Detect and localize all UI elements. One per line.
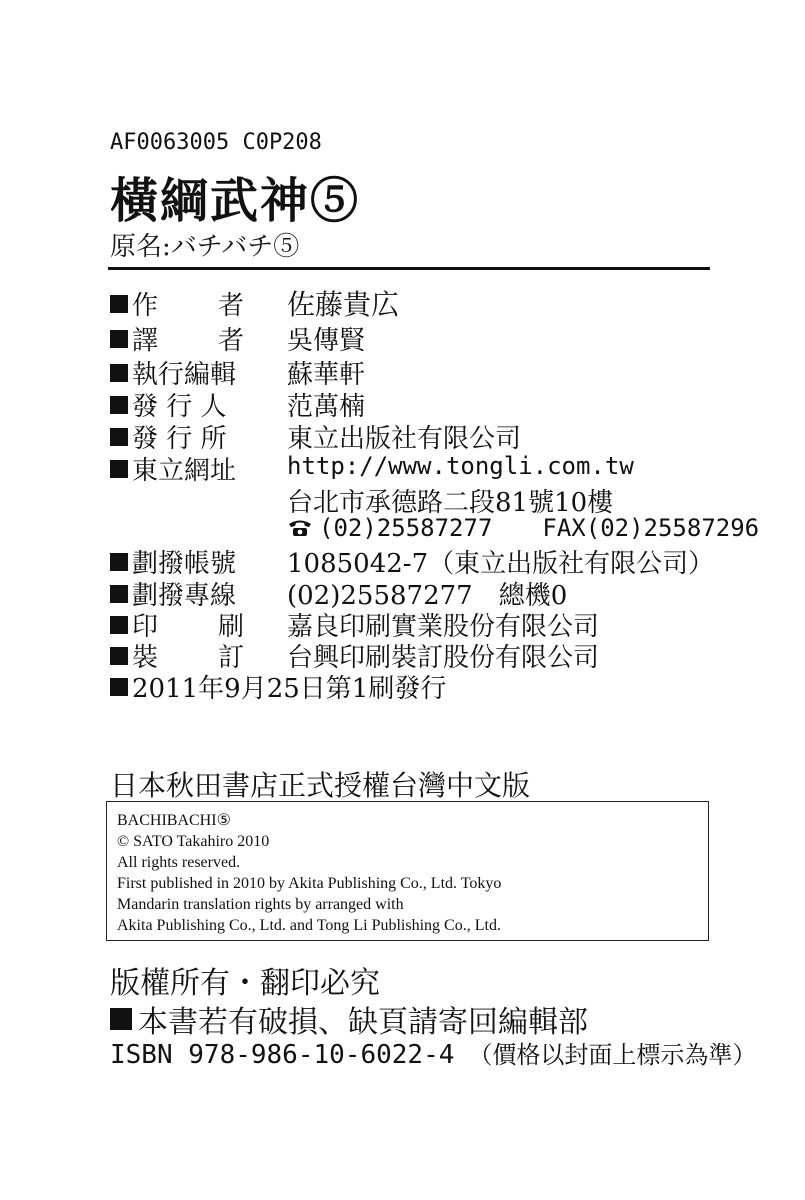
label-text: 作 者 bbox=[132, 291, 244, 321]
label-text: 執行編輯 bbox=[132, 360, 237, 390]
bullet-square-icon bbox=[110, 1008, 132, 1030]
fax-number: FAX(02)25587296 bbox=[542, 514, 760, 542]
credit-label-translator bbox=[110, 320, 244, 357]
contact-line bbox=[287, 514, 759, 542]
bullet-square-icon bbox=[110, 460, 128, 478]
credit-value-translator: 吳傳賢 bbox=[287, 326, 366, 356]
bullet-square-icon bbox=[110, 364, 128, 382]
bullet-square-icon bbox=[110, 428, 128, 446]
label-text: 裝 訂 bbox=[132, 643, 244, 673]
credit-value-printing: 嘉良印刷實業股份有限公司 bbox=[287, 612, 600, 642]
copyright-line: First published in 2010 by Akita Publishing Co., Ltd. Tokyo bbox=[117, 875, 502, 892]
credit-label-author bbox=[110, 285, 244, 322]
credit-label-website bbox=[110, 450, 236, 487]
isbn-line bbox=[110, 1035, 756, 1070]
phone-icon bbox=[287, 516, 313, 534]
original-title: 原名:バチバチ⑤ bbox=[110, 232, 300, 262]
bullet-square-icon bbox=[110, 553, 128, 571]
credit-value-account: 1085042-7（東立出版社有限公司） bbox=[287, 549, 715, 579]
credit-value-editor: 蘇華軒 bbox=[287, 360, 366, 390]
bullet-square-icon bbox=[110, 585, 128, 603]
copyright-line: BACHIBACHI⑤ bbox=[117, 812, 231, 829]
rights-reserved: 版權所有・翻印必究 bbox=[110, 966, 380, 1001]
notice-text: 本書若有破損、缺頁請寄回編輯部 bbox=[138, 1005, 588, 1040]
first-print-date: 2011年9月25日第1刷發行 bbox=[132, 674, 447, 704]
bullet-square-icon bbox=[110, 295, 128, 313]
bullet-square-icon bbox=[110, 647, 128, 665]
catalog-code: AF0063005 C0P208 bbox=[110, 130, 322, 155]
label-text: 劃撥專線 bbox=[132, 581, 237, 611]
label-text: 發 行 人 bbox=[132, 392, 227, 422]
credit-value-author: 佐藤貴広 bbox=[287, 288, 400, 321]
label-text: 印 刷 bbox=[132, 612, 244, 642]
bullet-square-icon bbox=[110, 330, 128, 348]
copyright-line: Mandarin translation rights by arranged with bbox=[117, 896, 404, 913]
price-note: （價格以封面上標示為準） bbox=[468, 1041, 757, 1069]
label-text: 發 行 所 bbox=[132, 424, 227, 454]
bullet-square-icon bbox=[110, 678, 128, 696]
bullet-square-icon bbox=[110, 396, 128, 414]
label-text: 東立網址 bbox=[132, 456, 237, 486]
label-text: 譯 者 bbox=[132, 326, 244, 356]
credit-value-publisher: 范萬楠 bbox=[287, 392, 366, 422]
copyright-line: © SATO Takahiro 2010 bbox=[117, 833, 270, 850]
credit-value-binding: 台興印刷裝訂股份有限公司 bbox=[287, 643, 600, 673]
address: 台北市承德路二段81號10樓 bbox=[287, 488, 614, 518]
website-link[interactable]: http://www.tongli.com.tw bbox=[287, 452, 634, 480]
copyright-line: Akita Publishing Co., Ltd. and Tong Li Publishing Co., Ltd. bbox=[117, 917, 501, 934]
title-divider bbox=[108, 267, 710, 270]
first-print-line bbox=[110, 668, 446, 705]
bullet-square-icon bbox=[110, 616, 128, 634]
label-text: 劃撥帳號 bbox=[132, 549, 237, 579]
phone-number: (02)25587277 bbox=[319, 514, 493, 542]
copyright-box bbox=[106, 801, 709, 941]
credit-value-hotline: (02)25587277 總機0 bbox=[287, 581, 568, 611]
license-statement: 日本秋田書店正式授權台灣中文版 bbox=[110, 769, 531, 802]
credit-value-publishing-house: 東立出版社有限公司 bbox=[287, 424, 522, 454]
isbn-number: ISBN 978-986-10-6022-4 bbox=[110, 1040, 455, 1070]
copyright-line: All rights reserved. bbox=[117, 854, 241, 871]
book-title: 橫綱武神⑤ bbox=[110, 173, 361, 229]
